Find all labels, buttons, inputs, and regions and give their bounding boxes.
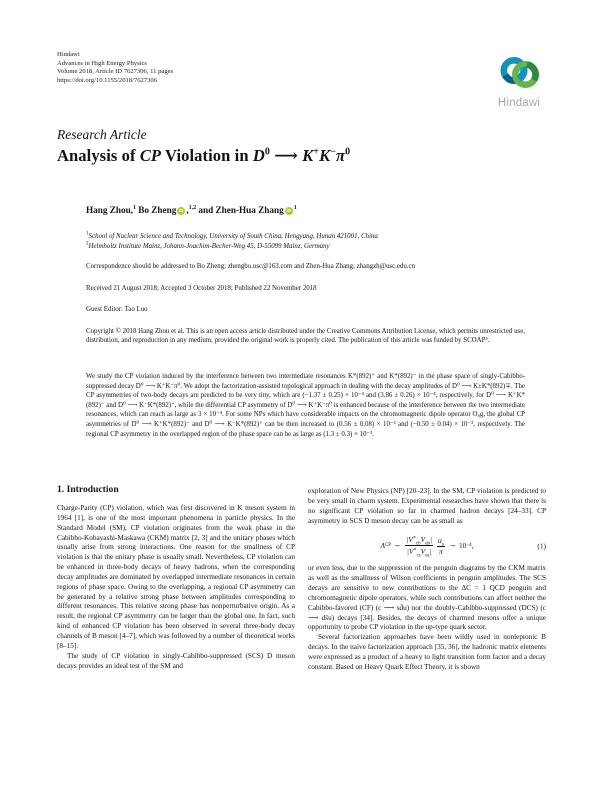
equation-1	[308, 535, 546, 559]
affiliation-2	[86, 242, 378, 252]
correspondence-prefix: Correspondence should be addressed to Bo Zheng;	[86, 263, 228, 270]
affiliation-1-sup: 1	[86, 231, 89, 237]
right-paragraph-3: Several factorization approaches have been wildly used in nonleptonic B decays. In the naive factorization approach [35, 36], the hadronic matrix elements were expressed as a product of a heavy to light transition form factor and a decay constant. Based on Heavy Quark Effect Theory, it is shown	[308, 633, 546, 671]
eq-sim-1: ∼	[394, 541, 401, 551]
title-sup: −	[330, 146, 337, 158]
affiliation-2-sup: 2	[86, 241, 89, 247]
publisher-name: Hindawi	[57, 51, 80, 58]
body-columns	[57, 484, 546, 673]
eq-den-v2: V	[420, 546, 426, 556]
article-title	[57, 146, 350, 166]
eq-num-sub1: cb	[416, 541, 421, 547]
title-seg-cp: CP	[139, 146, 162, 165]
eq-lhs-sub: CP	[384, 543, 392, 549]
eq-den-sub2: us	[425, 553, 430, 559]
author-3: and Zhen-Hua Zhang	[196, 205, 284, 215]
journal-name: Advances in High Energy Physics	[57, 59, 147, 67]
correspondence-email-1[interactable]: zhengbo.usc@163.com	[227, 263, 293, 270]
title-seg: Violation in	[161, 146, 253, 165]
right-paragraph-1: exploration of New Physics (NP) [20–23]. In the SM, CP violation is predicted to be very small in charm system. Experimental researches have shown that there is no significant CP violation so far in charmed hadron decays [24–33]. CP asymmetry in SCS D meson decay can be as small as	[308, 487, 546, 525]
correspondence-email-2[interactable]: zhangzh@usc.edu.cn	[356, 263, 416, 270]
section-heading-introduction: 1. Introduction	[57, 484, 119, 495]
title-seg-k1: K	[302, 146, 314, 165]
title-seg-d: D	[252, 146, 265, 165]
intro-paragraph-1: Charge-Parity (CP) violation, which was first discovered in K meson system in 1964 [1], is one of the most important phenomena in particle physics. In the Standard Model (SM), CP violation originates from the weak phase in the Cabibbo-Kobayashi-Maskawa (CKM) matrix [2, 3] and the unitary phases which usually arise from strong interactions. One reason for the smallness of CP violation is that the unitary phase is usually small. Nevertheless, CP violation can be enhanced in three-body decays of heavy hadrons, when the corresponding decay amplitudes are dominated by overlapped intermediate resonances in certain regions of phase space. Owing to the overlapping, a regional CP asymmetry can be generated by a relative strong phase between amplitudes corresponding to different resonances. This relative strong phase has nonperturbative origin. As a result, the regional CP asymmetry can be larger than the global one. In fact, such kind of enhanced CP violation has been observed in several three-body decay channels of B meson [4–7], which was followed by a number of theoretical works [8–15].	[57, 504, 295, 650]
eq-den-v1: |V	[406, 546, 414, 556]
history-line: Received 21 August 2018; Accepted 3 October 2018; Published 22 November 2018	[86, 285, 317, 292]
affiliation-2-text: Helmholtz Institute Mainz, Johann-Joachim-Becher-Weg 45, D-55099 Mainz, Germany	[88, 243, 330, 251]
eq-num-star: ∗	[412, 535, 417, 541]
hindawi-wordmark: Hindawi	[497, 97, 541, 109]
eq-frac-numerator	[405, 535, 433, 546]
masthead	[57, 51, 173, 85]
title-arrow: ⟶	[269, 146, 303, 165]
eq-alpha-den: π	[439, 547, 443, 557]
title-sup: 0	[345, 146, 351, 158]
eq-comma: ,	[471, 541, 474, 551]
eq-den-bar: |	[429, 546, 432, 556]
orcid-icon[interactable]: iD	[286, 208, 291, 213]
affiliation-1	[86, 232, 378, 242]
eq-num-v2: V	[420, 535, 426, 545]
author-1: Hang Zhou,	[86, 205, 133, 215]
eq-den-star: ∗	[413, 547, 417, 553]
author-2-affil-sup: 1,2	[188, 204, 197, 211]
eq-fraction-ckm	[405, 535, 433, 559]
article-type: Research Article	[57, 127, 147, 142]
title-seg-k2: K	[319, 146, 331, 165]
author-line	[86, 205, 297, 215]
eq-alpha-num	[437, 536, 445, 547]
intro-paragraph-2: The study of CP violation in singly-Cabibbo-suppressed (SCS) D meson decays provides an ideal test of the SM and	[57, 651, 295, 670]
eq-fraction-alpha	[437, 536, 445, 556]
right-paragraph-2: or even less, due to the suppression of the penguin diagrams by the CKM matrix as well as the smallness of Wilson coefficients in penguin amplitudes. The SCS decays are sensitive to new contributions to the ΔC = 1 QCD penguin and chromomagnetic dipole operators, while such contributions can affect neither the Cabibbo-favored (CF) (c ⟶ sd̄u) nor the doubly-Cabibbo-suppressed (DCS) (c ⟶ ds̄u) decays [34]. Besides, the decays of charmed mesons offer a unique opportunity to probe CP violation in the up-type quark sector.	[308, 564, 546, 632]
orcid-icon[interactable]: iD	[179, 208, 184, 213]
abstract-paragraph: We study the CP violation induced by the interference between two intermediate resonances K*(892)⁺ and K*(892)⁻ in the phase space of singly-Cabibbo-suppressed decay D⁰ ⟶ K⁺K⁻π⁰. We adopt the factorization-assisted topological approach in dealing with the decay amplitudes of D⁰ ⟶ K±K*(892)∓. The CP asymmetries of two-body decays are predicted to be very tiny, which are (−1.37 ± 0.25) × 10⁻⁴ and (3.86 ± 0.26) × 10⁻⁴, respectively, for D⁰ ⟶ K⁺K*(892)⁻ and D⁰ ⟶ K⁻K*(892)⁺, while the differential CP asymmetry of D⁰ ⟶ K⁺K⁻π⁰ is enhanced because of the interference between the two intermediate resonances, which can reach as large as 3 × 10⁻⁴. For some NPs which have considerable impacts on the chromomagnetic dipole operator O₈g, the global CP asymmetries of D⁰ ⟶ K⁺K*(892)⁻ and D⁰ ⟶ K⁻K*(892)⁺ can be then increased to (0.56 ± 0.08) × 10⁻³ and (−0.50 ± 0.04) × 10⁻³, respectively. The regional CP asymmetry in the overlapped region of the phase space can be as large as (1.3 ± 0.3) × 10⁻³.	[86, 373, 525, 438]
title-sup: 0	[264, 146, 270, 158]
eq-frac-denominator	[405, 546, 433, 559]
guest-editor-line: Guest Editor: Tao Luo	[86, 306, 148, 313]
hindawi-rings-icon	[496, 54, 542, 96]
title-seg-pi: π	[336, 146, 346, 165]
doi-link[interactable]: https://doi.org/10.1155/2018/7627306	[57, 76, 158, 84]
eq-den-sub1: cs	[416, 553, 421, 559]
author-3-affil-sup: 1	[293, 204, 297, 211]
hindawi-logo	[478, 54, 560, 109]
eq-num-v1: |V	[406, 535, 413, 545]
equation-number: (1)	[537, 541, 546, 551]
author-2: Bo Zheng	[135, 205, 177, 215]
correspondence-line	[86, 263, 415, 270]
title-sup: +	[313, 146, 320, 158]
eq-alpha: α	[438, 535, 442, 545]
title-seg: Analysis of	[57, 146, 140, 165]
eq-num-sub2: ub	[425, 541, 430, 547]
author-1-affil-sup: 1	[132, 204, 136, 211]
eq-value: 10	[458, 541, 467, 551]
eq-lhs: A	[380, 541, 385, 551]
eq-num-bar: |	[429, 535, 432, 545]
right-column	[308, 484, 546, 673]
volume-line: Volume 2018, Article ID 7627306, 11 pages	[57, 68, 174, 76]
left-column	[57, 484, 295, 673]
author-2-sep: ,	[186, 205, 189, 215]
eq-sim-2: ∼	[449, 541, 456, 551]
eq-value-exp: −4	[466, 543, 472, 549]
correspondence-middle: and Zhen-Hua Zhang;	[292, 263, 357, 270]
affiliations	[86, 232, 378, 252]
eq-alpha-sub: s	[441, 542, 444, 548]
affiliation-1-text: School of Nuclear Science and Technology, University of South China, Hengyang, Hunan 421001, China	[88, 233, 378, 240]
copyright-paragraph: Copyright © 2018 Hang Zhou et al. This is an open access article distributed under the Creative Commons Attribution License, which permits unrestricted use, distribution, and reproduction in any medium, provided the original work is properly cited. The publication of this article was funded by SCOAP³.	[86, 328, 525, 345]
